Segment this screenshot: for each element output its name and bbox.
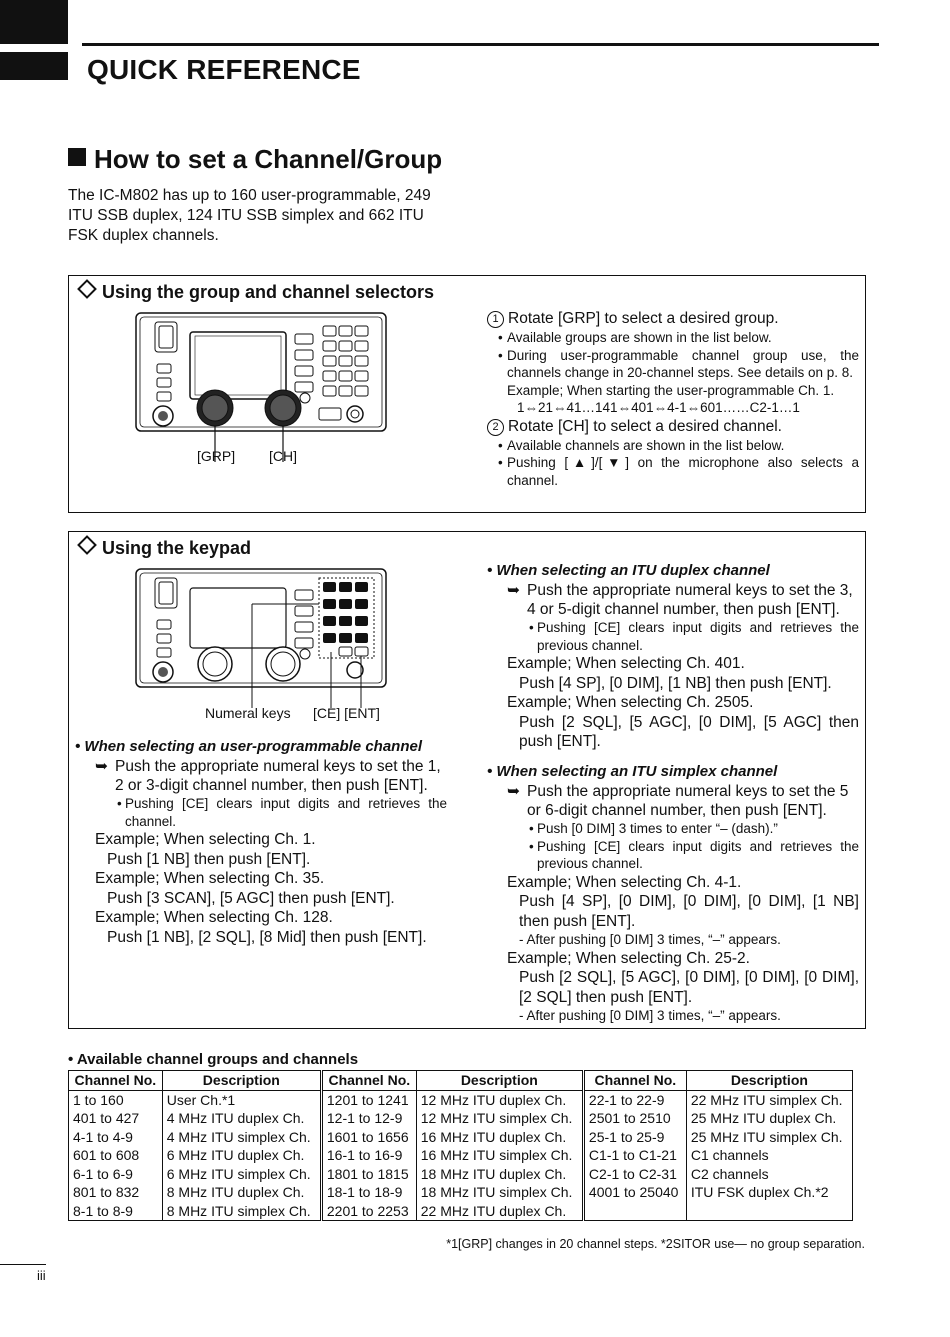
table-header: Description [416, 1071, 583, 1091]
table-cell: 4 MHz ITU duplex Ch. [162, 1109, 321, 1128]
user-example-2: Example; When selecting Ch. 35. [95, 870, 325, 887]
simplex-example-2: Example; When selecting Ch. 25-2. [507, 949, 750, 967]
table-cell: 4001 to 25040 [583, 1183, 686, 1202]
square-bullet-icon [68, 148, 86, 166]
page-number-rule [0, 1264, 46, 1265]
group-channel-selectors-box [68, 275, 866, 513]
duplex-push-2: Push [2 SQL], [5 AGC], [0 DIM], [5 AGC] then push [ENT]. [519, 713, 859, 750]
arrow-right-icon: ➥ [507, 783, 520, 800]
ce-ent-label: [CE] [ENT] [313, 705, 380, 721]
simplex-note-2: - After pushing [0 DIM] 3 times, “–” appears. [519, 1008, 781, 1023]
table-cell: C1-1 to C1-21 [583, 1146, 686, 1165]
table-cell: 25 MHz ITU duplex Ch. [686, 1109, 852, 1128]
step1-example: Example; When starting the user-programmable Ch. 1. [507, 382, 835, 398]
grp-knob-label: [GRP] [197, 448, 236, 464]
simplex-heading: • When selecting an ITU simplex channel [487, 763, 778, 780]
page-title: QUICK REFERENCE [87, 54, 361, 85]
user-example-1: Example; When selecting Ch. 1. [95, 831, 316, 848]
table-cell: 8 MHz ITU duplex Ch. [162, 1183, 321, 1202]
step-2: 2 Rotate [CH] to select a desired channel. [487, 417, 859, 437]
table-cell: 1801 to 1815 [321, 1165, 416, 1184]
duplex-bullet: • Pushing [CE] clears input digits and retrieves the previous channel. [487, 619, 859, 654]
arrow-right-icon: ➥ [95, 758, 108, 775]
header-tab-block [0, 0, 68, 44]
table-header: Description [686, 1071, 852, 1091]
channel-groups-table-title: • Available channel groups and channels [68, 1051, 359, 1068]
numeral-keys-label: Numeral keys [205, 705, 291, 721]
user-push-3: Push [1 NB], [2 SQL], [8 Mid] then push [ENT]. [107, 928, 427, 946]
table-row [69, 1183, 853, 1202]
duplex-example-2: Example; When selecting Ch. 2505. [507, 694, 754, 711]
table-cell: 18 MHz ITU simplex Ch. [416, 1183, 583, 1202]
page-number: iii [37, 1268, 46, 1283]
step-number-2: 2 [487, 419, 504, 436]
table-cell: User Ch.*1 [162, 1090, 321, 1109]
table-row [69, 1128, 853, 1147]
table-cell [583, 1202, 686, 1221]
step1-bullet-1: • Available groups are shown in the list below. [487, 329, 859, 347]
arrow-right-icon: ➥ [507, 582, 520, 599]
table-row [69, 1165, 853, 1184]
table-cell: 12-1 to 12-9 [321, 1109, 416, 1128]
user-heading: • When selecting an user-programmable channel [75, 738, 422, 755]
simplex-bullet-1: • Push [0 DIM] 3 times to enter “– (dash).” [487, 820, 859, 838]
table-header: Channel No. [583, 1071, 686, 1091]
table-cell: 18-1 to 18-9 [321, 1183, 416, 1202]
table-footnote: *1[GRP] changes in 20 channel steps. *2SITOR use— no group separation. [446, 1237, 865, 1251]
user-example-3: Example; When selecting Ch. 128. [95, 909, 333, 926]
keypad-box [68, 531, 866, 1029]
duplex-heading: • When selecting an ITU duplex channel [487, 562, 770, 579]
simplex-push-1: Push [4 SP], [0 DIM], [0 DIM], [0 DIM], [1 NB] then push [ENT]. [519, 893, 859, 930]
table-cell: 22-1 to 22-9 [583, 1090, 686, 1109]
step2-bullet-1: • Available channels are shown in the list below. [487, 437, 859, 455]
section-title-text: How to set a Channel/Group [94, 144, 443, 174]
table-header: Channel No. [321, 1071, 416, 1091]
simplex-note-1: - After pushing [0 DIM] 3 times, “–” appears. [519, 932, 781, 947]
box-title: Using the keypad [77, 538, 251, 559]
ch-knob-label: [CH] [269, 448, 297, 464]
step-1: 1 Rotate [GRP] to select a desired group. [487, 309, 859, 329]
table-cell: ITU FSK duplex Ch.*2 [686, 1183, 852, 1202]
table-cell: 2201 to 2253 [321, 1202, 416, 1221]
table-cell: C1 channels [686, 1146, 852, 1165]
radio-front-panel-figure [135, 312, 387, 462]
table-cell: 1601 to 1656 [321, 1128, 416, 1147]
table-cell: 25-1 to 25-9 [583, 1128, 686, 1147]
user-instruction: ➥ Push the appropriate numeral keys to set the 1, 2 or 3-digit channel number, then push [ENT]. [95, 758, 441, 794]
table-cell: 16 MHz ITU duplex Ch. [416, 1128, 583, 1147]
itu-duplex-section [487, 561, 859, 752]
duplex-example-1: Example; When selecting Ch. 401. [507, 655, 745, 672]
table-cell: 25 MHz ITU simplex Ch. [686, 1128, 852, 1147]
table-cell: C2 channels [686, 1165, 852, 1184]
header-rule [82, 43, 879, 46]
channel-groups-table [68, 1070, 853, 1221]
table-cell: 18 MHz ITU duplex Ch. [416, 1165, 583, 1184]
simplex-instruction: ➥ Push the appropriate numeral keys to set the 5 or 6-digit channel number, then push [ENT]. [507, 783, 849, 819]
table-header: Channel No. [69, 1071, 163, 1091]
duplex-instruction: ➥ Push the appropriate numeral keys to set the 3, 4 or 5-digit channel number, then push [ENT]. [507, 582, 853, 618]
box-title: Using the group and channel selectors [77, 282, 434, 303]
simplex-example-1: Example; When selecting Ch. 4-1. [507, 873, 742, 891]
table-cell: 6 MHz ITU simplex Ch. [162, 1165, 321, 1184]
step1-bullet-2: • During user-programmable channel group use, the channels change in 20-channel steps. See details on p. 8. [487, 347, 859, 382]
simplex-bullet-2: • Pushing [CE] clears input digits and retrieves the previous channel. [487, 838, 859, 873]
table-cell: 16 MHz ITU simplex Ch. [416, 1146, 583, 1165]
user-bullet: • Pushing [CE] clears input digits and retrieves the channel. [75, 795, 447, 830]
table-cell: 8-1 to 8-9 [69, 1202, 163, 1221]
user-push-2: Push [3 SCAN], [5 AGC] then push [ENT]. [107, 889, 395, 907]
table-cell: 12 MHz ITU simplex Ch. [416, 1109, 583, 1128]
simplex-push-2: Push [2 SQL], [5 AGC], [0 DIM], [0 DIM], [0 DIM], [2 SQL] then push [ENT]. [519, 969, 859, 1006]
table-cell: 6 MHz ITU duplex Ch. [162, 1146, 321, 1165]
radio-keypad-figure [135, 568, 387, 708]
table-cell: 801 to 832 [69, 1183, 163, 1202]
table-cell: 8 MHz ITU simplex Ch. [162, 1202, 321, 1221]
user-programmable-section [75, 737, 447, 947]
table-row [69, 1109, 853, 1128]
section-intro: The IC-M802 has up to 160 user-programmable, 249 ITU SSB duplex, 124 ITU SSB simplex and 662 ITU FSK duplex channels. [68, 187, 431, 244]
step-number-1: 1 [487, 311, 504, 328]
table-cell: 1201 to 1241 [321, 1090, 416, 1109]
table-cell: 4-1 to 4-9 [69, 1128, 163, 1147]
table-row [69, 1090, 853, 1109]
table-header: Description [162, 1071, 321, 1091]
itu-simplex-section [487, 762, 859, 1025]
section-title [68, 144, 442, 175]
table-cell: 12 MHz ITU duplex Ch. [416, 1090, 583, 1109]
table-row [69, 1146, 853, 1165]
table-cell: C2-1 to C2-31 [583, 1165, 686, 1184]
step1-example-sequence: 1⇔21⇔41…141⇔401⇔4-1⇔601……C2-1…1 [517, 400, 800, 415]
box1-steps [487, 309, 859, 489]
table-cell: 2501 to 2510 [583, 1109, 686, 1128]
table-cell: 16-1 to 16-9 [321, 1146, 416, 1165]
table-header-row [69, 1071, 853, 1091]
table-cell [686, 1202, 852, 1221]
duplex-push-1: Push [4 SP], [0 DIM], [1 NB] then push [ENT]. [519, 674, 832, 692]
table-cell: 22 MHz ITU duplex Ch. [416, 1202, 583, 1221]
table-cell: 601 to 608 [69, 1146, 163, 1165]
diamond-icon [77, 279, 97, 299]
table-row [69, 1202, 853, 1221]
table-cell: 4 MHz ITU simplex Ch. [162, 1128, 321, 1147]
header-tab-block-lower [0, 52, 68, 80]
user-push-1: Push [1 NB] then push [ENT]. [107, 850, 311, 868]
table-cell: 6-1 to 6-9 [69, 1165, 163, 1184]
table-cell: 22 MHz ITU simplex Ch. [686, 1090, 852, 1109]
table-cell: 1 to 160 [69, 1090, 163, 1109]
table-cell: 401 to 427 [69, 1109, 163, 1128]
step2-bullet-2: • Pushing [▲]/[▼] on the microphone also selects a channel. [487, 454, 859, 489]
diamond-icon [77, 535, 97, 555]
